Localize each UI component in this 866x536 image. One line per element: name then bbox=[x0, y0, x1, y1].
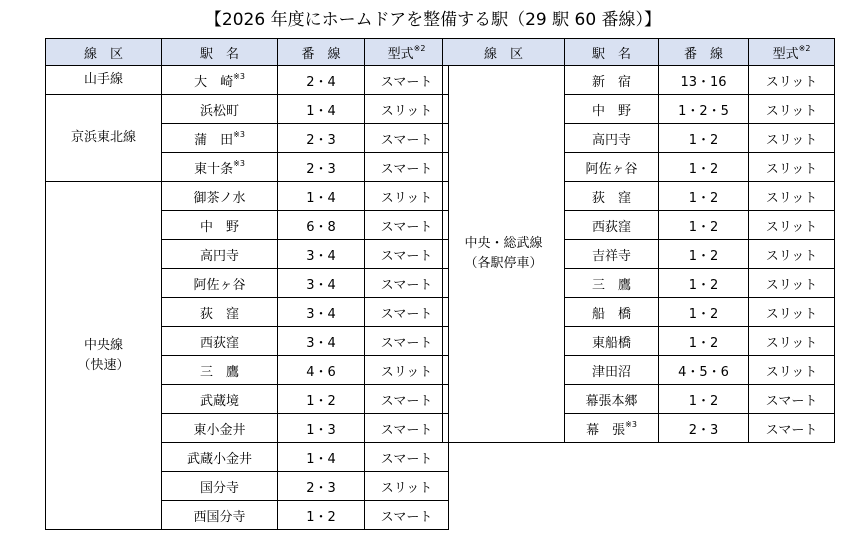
track-numbers: 1・4 bbox=[306, 190, 336, 206]
door-type: スマート bbox=[380, 393, 433, 409]
door-type: スリット bbox=[765, 74, 818, 90]
door-type: スマート bbox=[380, 161, 433, 177]
track-numbers: 4・6 bbox=[306, 364, 336, 380]
type-cell bbox=[365, 472, 449, 501]
header-type-note: ※2 bbox=[413, 43, 426, 53]
table-row bbox=[46, 95, 449, 124]
track-cell bbox=[278, 182, 365, 211]
station-name: 阿佐ヶ谷 bbox=[585, 161, 638, 177]
station-cell bbox=[162, 472, 278, 501]
type-cell bbox=[365, 95, 449, 124]
station-cell bbox=[565, 298, 659, 327]
track-cell bbox=[278, 240, 365, 269]
station-cell bbox=[565, 327, 659, 356]
right-station-table bbox=[442, 38, 835, 443]
line-name: 中央・総武線 bbox=[464, 236, 543, 251]
track-cell bbox=[659, 240, 749, 269]
station-cell bbox=[565, 269, 659, 298]
track-numbers: 1・4 bbox=[306, 103, 336, 119]
station-cell bbox=[162, 269, 278, 298]
station-cell bbox=[162, 356, 278, 385]
station-name: 西国分寺 bbox=[193, 509, 246, 525]
station-cell bbox=[162, 298, 278, 327]
station-cell bbox=[565, 414, 659, 443]
type-cell bbox=[365, 298, 449, 327]
station-name: 三 鷹 bbox=[591, 277, 631, 293]
track-cell bbox=[278, 327, 365, 356]
type-cell bbox=[749, 124, 835, 153]
station-name: 吉祥寺 bbox=[591, 248, 631, 264]
door-type: スリット bbox=[765, 306, 818, 322]
type-cell bbox=[365, 443, 449, 472]
track-numbers: 1・2 bbox=[688, 219, 719, 235]
type-cell bbox=[365, 414, 449, 443]
type-cell bbox=[365, 124, 449, 153]
line-name: 中央線 bbox=[83, 337, 123, 353]
station-cell bbox=[162, 240, 278, 269]
station-name: 浜松町 bbox=[199, 103, 239, 119]
track-cell bbox=[278, 95, 365, 124]
line-name: 京浜東北線 bbox=[70, 130, 136, 145]
type-cell bbox=[365, 182, 449, 211]
door-type: スマート bbox=[380, 248, 433, 264]
track-numbers: 1・2 bbox=[306, 509, 336, 525]
station-cell bbox=[565, 356, 659, 385]
track-numbers: 2・3 bbox=[306, 161, 336, 177]
track-cell bbox=[659, 269, 749, 298]
track-numbers: 1・2 bbox=[688, 335, 719, 351]
station-cell bbox=[162, 443, 278, 472]
station-name: 高円寺 bbox=[591, 132, 631, 148]
door-type: スリット bbox=[380, 103, 433, 119]
type-cell bbox=[749, 414, 835, 443]
header-type: 型式$^{※2}$ bbox=[365, 39, 449, 66]
track-cell bbox=[278, 356, 365, 385]
door-type: スリット bbox=[380, 364, 433, 380]
type-cell bbox=[749, 327, 835, 356]
track-numbers: 1・2 bbox=[688, 190, 719, 206]
track-cell bbox=[278, 414, 365, 443]
station-cell bbox=[565, 66, 659, 95]
track-cell bbox=[278, 298, 365, 327]
track-numbers: 1・2 bbox=[688, 132, 719, 148]
header-line: 線 区 bbox=[46, 39, 162, 66]
door-type: スマート bbox=[765, 393, 818, 409]
track-numbers: 3・4 bbox=[306, 335, 336, 351]
station-cell bbox=[565, 211, 659, 240]
line-name-cell bbox=[443, 66, 565, 443]
station-cell bbox=[565, 124, 659, 153]
track-cell bbox=[659, 211, 749, 240]
type-cell bbox=[365, 240, 449, 269]
station-cell bbox=[162, 414, 278, 443]
door-type: スリット bbox=[380, 480, 433, 496]
door-type: スリット bbox=[765, 364, 818, 380]
track-numbers: 2・3 bbox=[306, 132, 336, 148]
station-name: 荻 窪 bbox=[199, 306, 239, 322]
station-cell bbox=[162, 501, 278, 530]
track-numbers: 1・4 bbox=[306, 451, 336, 467]
station-name: 三 鷹 bbox=[199, 364, 239, 380]
line-name-sub: （各駅停車） bbox=[464, 256, 543, 271]
station-name: 阿佐ヶ谷 bbox=[193, 277, 246, 293]
track-numbers: 2・4 bbox=[306, 74, 336, 90]
station-name: 荻 窪 bbox=[591, 190, 631, 206]
station-cell bbox=[162, 124, 278, 153]
type-cell bbox=[749, 298, 835, 327]
track-cell bbox=[659, 414, 749, 443]
type-cell bbox=[749, 153, 835, 182]
type-cell bbox=[749, 385, 835, 414]
station-cell bbox=[162, 66, 278, 95]
station-note: ※3 bbox=[233, 71, 245, 81]
station-name: 津田沼 bbox=[591, 364, 631, 380]
station-note: ※3 bbox=[233, 129, 245, 139]
track-numbers: 2・3 bbox=[306, 480, 336, 496]
track-cell bbox=[278, 443, 365, 472]
station-cell bbox=[565, 240, 659, 269]
door-type: スマート bbox=[380, 422, 433, 438]
left-table-body bbox=[46, 66, 449, 530]
station-cell bbox=[162, 182, 278, 211]
right-table-body bbox=[443, 66, 835, 443]
door-type: スマート bbox=[380, 74, 433, 90]
track-numbers: 1・2 bbox=[688, 161, 719, 177]
track-cell bbox=[659, 95, 749, 124]
type-cell bbox=[749, 182, 835, 211]
track-numbers: 13・16 bbox=[680, 74, 727, 90]
table-header-row bbox=[443, 39, 835, 66]
type-cell bbox=[365, 66, 449, 95]
track-numbers: 1・2 bbox=[688, 248, 719, 264]
station-cell bbox=[162, 153, 278, 182]
station-name: 武蔵境 bbox=[199, 393, 239, 409]
station-name: 蒲 田 bbox=[194, 132, 234, 148]
header-track: 番 線 bbox=[659, 39, 749, 66]
header-station: 駅 名 bbox=[162, 39, 278, 66]
station-name: 東船橋 bbox=[591, 335, 631, 351]
line-name-cell bbox=[46, 182, 162, 530]
track-numbers: 1・2 bbox=[688, 277, 719, 293]
track-numbers: 1・2 bbox=[688, 393, 719, 409]
station-name: 幕張本郷 bbox=[585, 393, 638, 409]
door-type: スマート bbox=[765, 422, 818, 438]
header-line: 線 区 bbox=[443, 39, 565, 66]
station-name: 東小金井 bbox=[193, 422, 246, 438]
door-type: スリット bbox=[765, 103, 818, 119]
door-type: スマート bbox=[380, 509, 433, 525]
station-cell bbox=[565, 182, 659, 211]
type-cell bbox=[365, 327, 449, 356]
door-type: スリット bbox=[765, 132, 818, 148]
track-cell bbox=[278, 385, 365, 414]
station-note: ※3 bbox=[233, 158, 245, 168]
track-numbers: 3・4 bbox=[306, 248, 336, 264]
header-type: 型式$^{※2}$ bbox=[749, 39, 835, 66]
door-type: スリット bbox=[380, 190, 433, 206]
track-cell bbox=[659, 182, 749, 211]
track-cell bbox=[278, 501, 365, 530]
track-cell bbox=[659, 356, 749, 385]
track-numbers: 3・4 bbox=[306, 277, 336, 293]
table-row bbox=[46, 66, 449, 95]
door-type: スマート bbox=[380, 219, 433, 235]
door-type: スマート bbox=[380, 306, 433, 322]
track-cell bbox=[278, 66, 365, 95]
station-cell bbox=[162, 211, 278, 240]
track-cell bbox=[278, 211, 365, 240]
left-station-table bbox=[45, 38, 449, 530]
station-cell bbox=[162, 327, 278, 356]
station-name: 武蔵小金井 bbox=[186, 451, 252, 467]
door-type: スリット bbox=[765, 277, 818, 293]
track-numbers: 1・2・5 bbox=[678, 103, 729, 119]
type-cell bbox=[749, 211, 835, 240]
door-type: スリット bbox=[765, 335, 818, 351]
page-title: 【2026 年度にホームドアを整備する駅（29 駅 60 番線）】 bbox=[204, 10, 662, 30]
track-cell bbox=[659, 153, 749, 182]
station-name: 高円寺 bbox=[199, 248, 239, 264]
track-numbers: 1・2 bbox=[688, 306, 719, 322]
station-name: 国分寺 bbox=[199, 480, 239, 496]
door-type: スリット bbox=[765, 161, 818, 177]
type-cell bbox=[749, 269, 835, 298]
type-cell bbox=[749, 240, 835, 269]
track-numbers: 3・4 bbox=[306, 306, 336, 322]
track-cell bbox=[659, 327, 749, 356]
table-row bbox=[443, 66, 835, 95]
station-cell bbox=[162, 385, 278, 414]
track-numbers: 4・5・6 bbox=[678, 364, 729, 380]
station-name: 幕 張 bbox=[586, 422, 626, 438]
line-name-cell bbox=[46, 95, 162, 182]
type-cell bbox=[365, 356, 449, 385]
type-cell bbox=[749, 95, 835, 124]
door-type: スマート bbox=[380, 335, 433, 351]
station-cell bbox=[565, 95, 659, 124]
line-name-sub: （快速） bbox=[77, 357, 130, 373]
type-cell bbox=[365, 211, 449, 240]
station-name: 新 宿 bbox=[591, 74, 631, 90]
station-name: 大 崎 bbox=[194, 74, 234, 90]
door-type: スマート bbox=[380, 451, 433, 467]
station-name: 船 橋 bbox=[591, 306, 631, 322]
type-cell bbox=[365, 153, 449, 182]
station-name: 中 野 bbox=[199, 219, 239, 235]
track-cell bbox=[659, 66, 749, 95]
header-station: 駅 名 bbox=[565, 39, 659, 66]
station-note: ※3 bbox=[625, 419, 637, 429]
track-numbers: 1・2 bbox=[306, 393, 336, 409]
type-cell bbox=[365, 501, 449, 530]
door-type: スリット bbox=[765, 248, 818, 264]
track-numbers: 1・3 bbox=[306, 422, 336, 438]
station-cell bbox=[565, 153, 659, 182]
station-cell bbox=[565, 385, 659, 414]
door-type: スマート bbox=[380, 277, 433, 293]
track-cell bbox=[278, 153, 365, 182]
station-name: 中 野 bbox=[591, 103, 631, 119]
track-cell bbox=[278, 269, 365, 298]
track-numbers: 6・8 bbox=[306, 219, 336, 235]
door-type: スリット bbox=[765, 190, 818, 206]
station-name: 御茶ノ水 bbox=[193, 190, 246, 206]
door-type: スリット bbox=[765, 219, 818, 235]
header-type-note: ※2 bbox=[798, 43, 811, 53]
station-name: 西荻窪 bbox=[199, 335, 239, 351]
table-row bbox=[46, 182, 449, 211]
track-cell bbox=[278, 472, 365, 501]
track-cell bbox=[659, 298, 749, 327]
header-track: 番 線 bbox=[278, 39, 365, 66]
type-cell bbox=[365, 385, 449, 414]
type-cell bbox=[365, 269, 449, 298]
line-name-cell bbox=[46, 66, 162, 95]
track-cell bbox=[659, 124, 749, 153]
line-name: 山手線 bbox=[83, 72, 123, 87]
track-cell bbox=[659, 385, 749, 414]
track-cell bbox=[278, 124, 365, 153]
type-cell bbox=[749, 66, 835, 95]
station-name: 西荻窪 bbox=[591, 219, 631, 235]
station-cell bbox=[162, 95, 278, 124]
track-numbers: 2・3 bbox=[688, 422, 719, 438]
station-name: 東十条 bbox=[194, 161, 234, 177]
type-cell bbox=[749, 356, 835, 385]
door-type: スマート bbox=[380, 132, 433, 148]
table-header-row bbox=[46, 39, 449, 66]
